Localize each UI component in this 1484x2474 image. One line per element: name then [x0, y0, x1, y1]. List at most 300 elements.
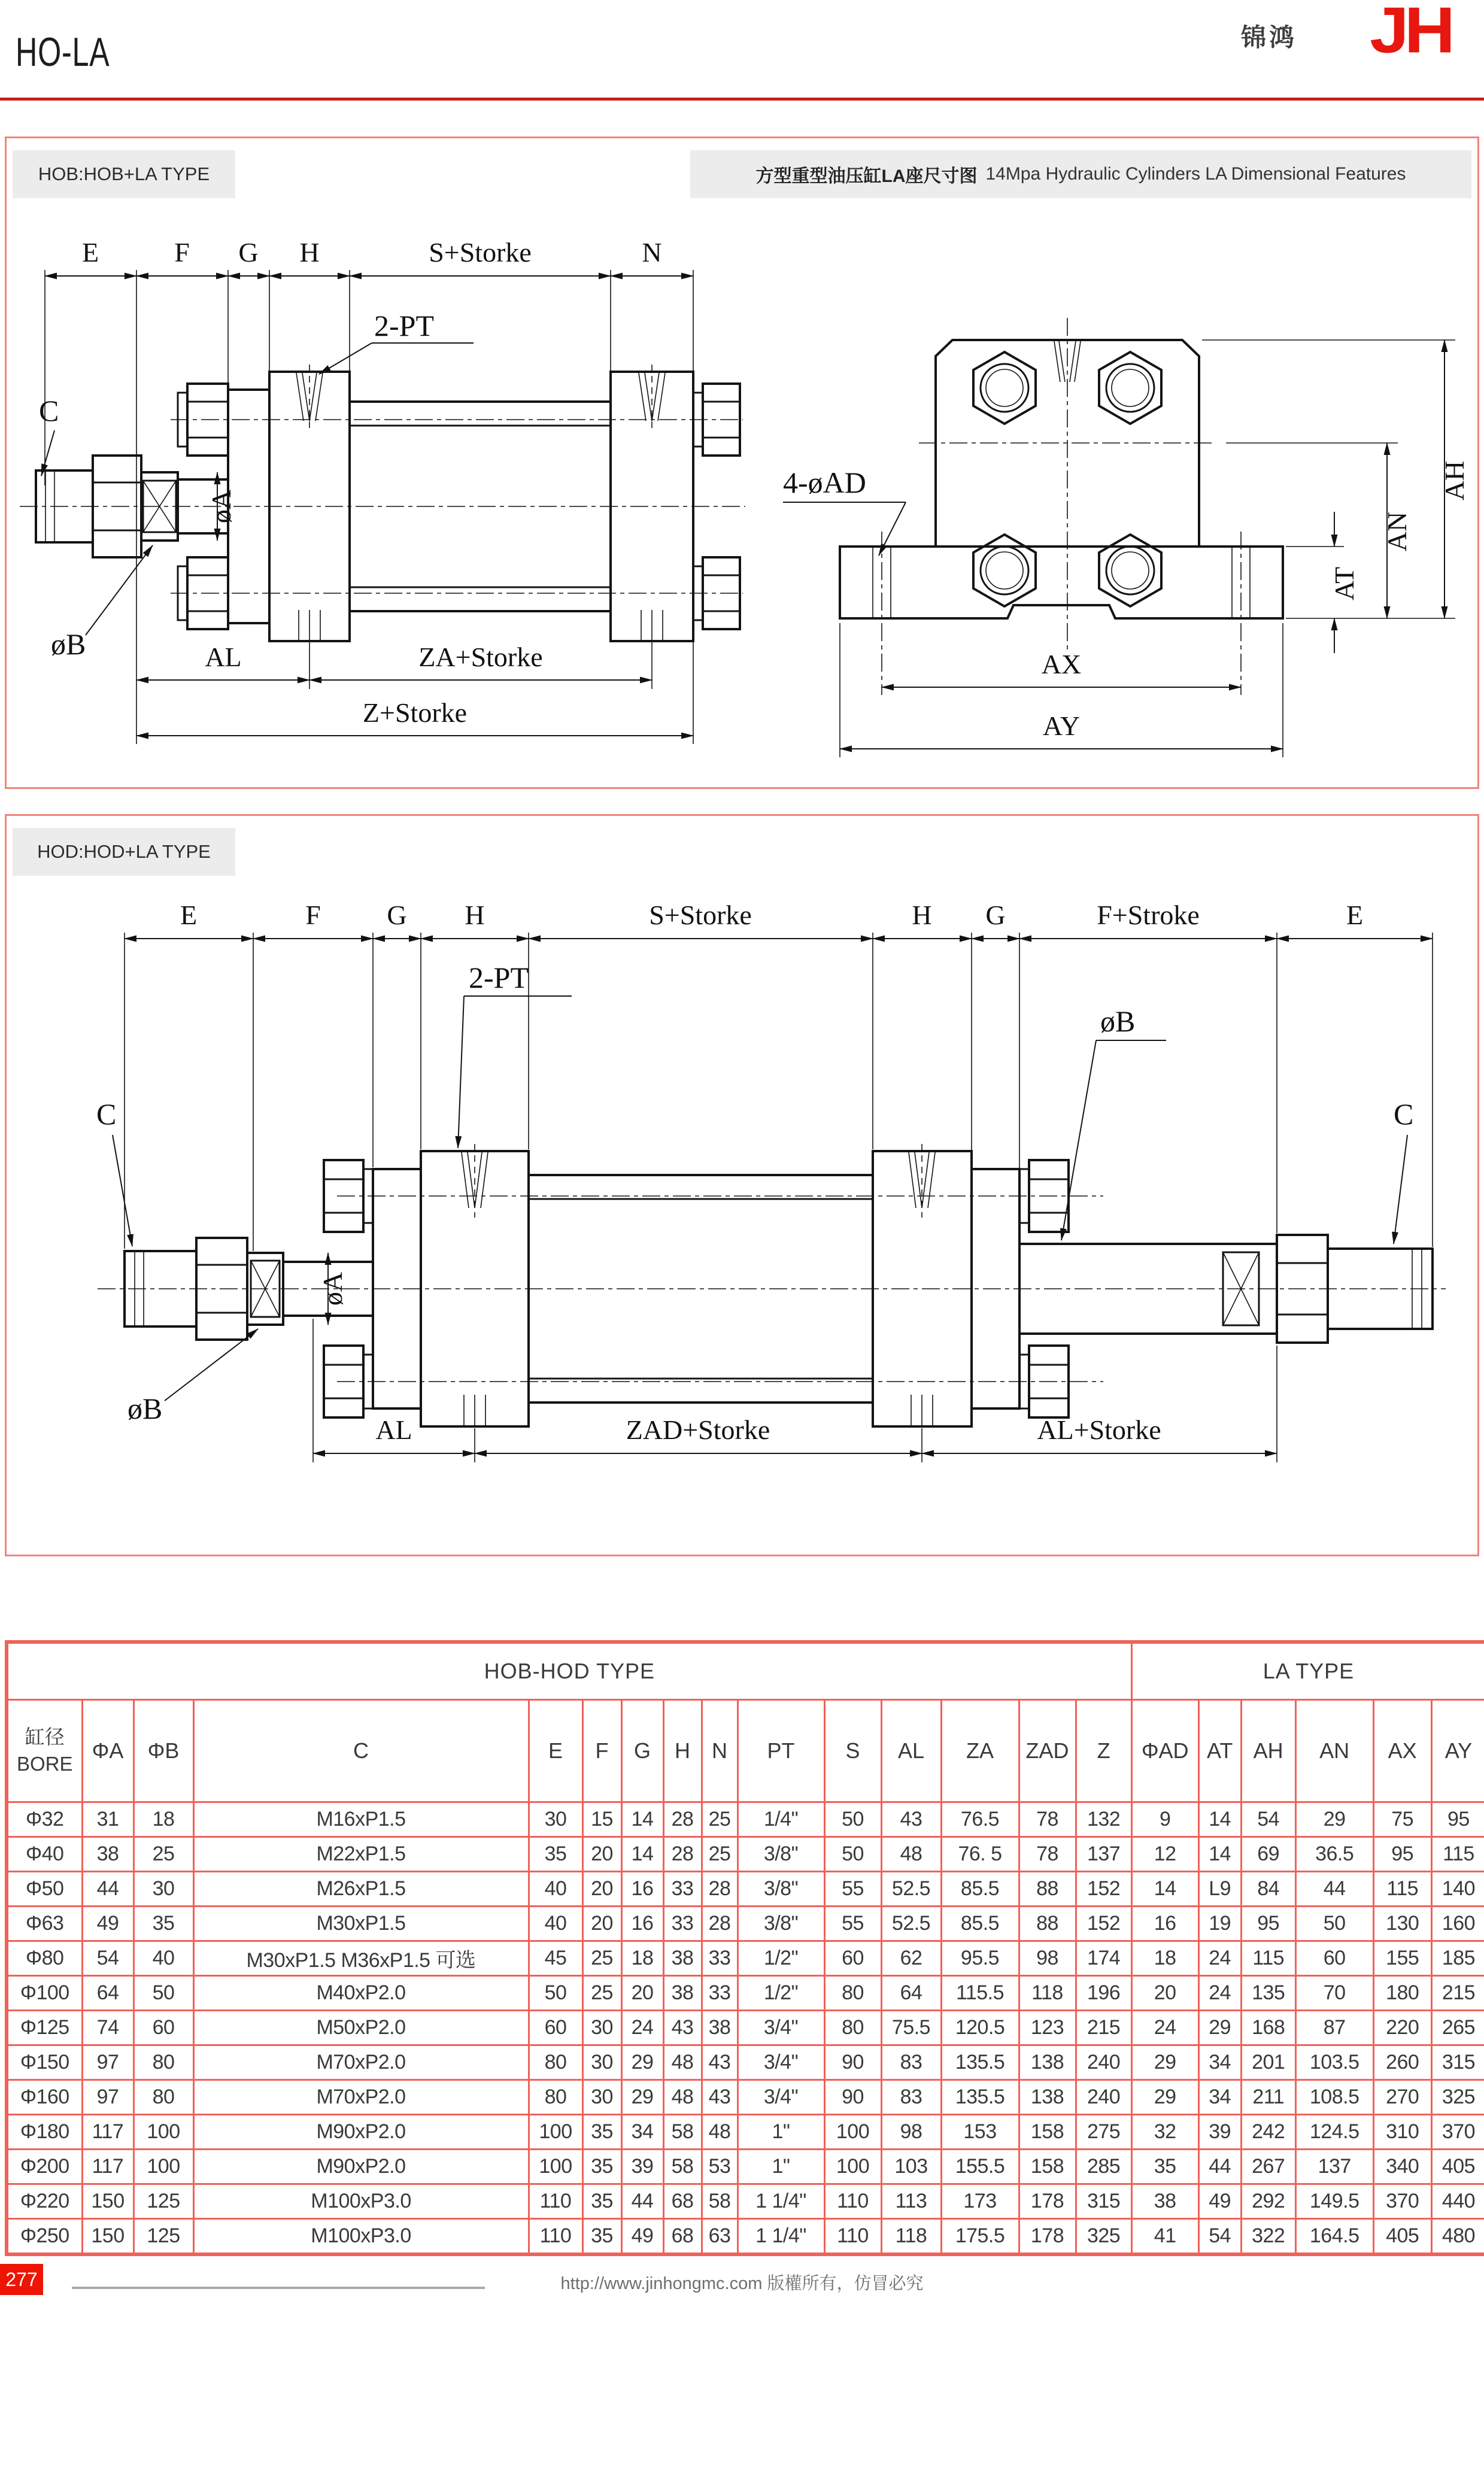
dim-label-z-storke: Z+Storke: [362, 697, 468, 728]
dim-cell: 33: [663, 1907, 702, 1941]
dim-cell: 62: [881, 1941, 941, 1976]
dim-cell: 370: [1431, 2115, 1484, 2150]
dim-cell: 155.5: [941, 2150, 1019, 2184]
dim-cell: 178: [1019, 2219, 1076, 2255]
table-row: [7, 1976, 1484, 2011]
bore-cell: Φ180: [7, 2115, 82, 2150]
section-hob: [5, 136, 1479, 789]
centerlines: [20, 420, 745, 593]
col-header: S: [824, 1700, 881, 1802]
dim-cell: 164.5: [1295, 2219, 1373, 2255]
hod-labels: [96, 961, 1413, 1425]
dim-cell: 58: [663, 2150, 702, 2184]
label-2pt: 2-PT: [469, 961, 529, 994]
dim-cell: 48: [702, 2115, 738, 2150]
col-header: ZA: [941, 1700, 1019, 1802]
dim-label-g-left: G: [387, 900, 407, 930]
dim-cell: 240: [1076, 2080, 1131, 2115]
dim-cell: 88: [1019, 1907, 1076, 1941]
brand-logo-jh: JH: [1370, 0, 1450, 67]
dim-cell: 49: [82, 1907, 133, 1941]
bore-cell: Φ80: [7, 1941, 82, 1976]
dim-cell: 32: [1131, 2115, 1198, 2150]
dim-label-za-storke: ZA+Storke: [418, 642, 543, 672]
dim-cell: 69: [1241, 1837, 1295, 1872]
dim-cell: 54: [1241, 1802, 1295, 1837]
hob-top-dimensions: [45, 237, 693, 276]
dim-cell: 149.5: [1295, 2184, 1373, 2219]
dim-cell: 138: [1019, 2080, 1076, 2115]
dim-cell: 75.5: [881, 2011, 941, 2045]
dim-cell: 52.5: [881, 1907, 941, 1941]
page-number-badge: 277: [0, 2264, 43, 2295]
dim-cell: 20: [621, 1976, 663, 2011]
dim-cell: 440: [1431, 2184, 1484, 2219]
dim-label-e-left: E: [180, 900, 198, 930]
dim-cell: L9: [1198, 1872, 1241, 1907]
dim-cell: 1": [738, 2115, 824, 2150]
label-4-oad: 4-øAD: [783, 466, 866, 499]
dim-cell: 3/8": [738, 1837, 824, 1872]
dim-cell: 115: [1241, 1941, 1295, 1976]
dim-cell: 9: [1131, 1802, 1198, 1837]
dim-cell: 18: [1131, 1941, 1198, 1976]
hod-top-dimensions: [125, 900, 1433, 939]
col-header: G: [621, 1700, 663, 1802]
dim-cell: 173: [941, 2184, 1019, 2219]
col-header: ΦA: [82, 1700, 133, 1802]
bore-header-cn: 缸径: [25, 1726, 65, 1749]
hod-side-view-drawing: [86, 885, 1456, 1549]
col-header: AL: [881, 1700, 941, 1802]
table-row: [7, 1941, 1484, 1976]
dim-cell: 1 1/4": [738, 2219, 824, 2255]
dim-cell: 14: [1198, 1837, 1241, 1872]
dim-label-s-storke: S+Storke: [649, 900, 752, 930]
dim-cell: 201: [1241, 2045, 1295, 2080]
dim-cell: 18: [621, 1941, 663, 1976]
la-end-view-drawing: [768, 229, 1474, 780]
dim-label-g-right: G: [985, 900, 1006, 930]
dim-cell: 270: [1373, 2080, 1431, 2115]
dim-cell: M26xP1.5: [193, 1872, 529, 1907]
dim-cell: 20: [1131, 1976, 1198, 2011]
dim-cell: 220: [1373, 2011, 1431, 2045]
dim-cell: 3/8": [738, 1907, 824, 1941]
bore-cell: Φ250: [7, 2219, 82, 2255]
dim-cell: 38: [663, 1976, 702, 2011]
dim-cell: 33: [663, 1872, 702, 1907]
dim-cell: 175.5: [941, 2219, 1019, 2255]
dim-cell: 315: [1076, 2184, 1131, 2219]
dim-cell: 33: [702, 1941, 738, 1976]
dim-cell: 39: [621, 2150, 663, 2184]
dim-cell: 18: [133, 1802, 193, 1837]
dim-cell: 24: [1198, 1941, 1241, 1976]
dim-cell: 80: [133, 2080, 193, 2115]
dim-cell: 30: [582, 2011, 621, 2045]
dim-cell: 115: [1431, 1837, 1484, 1872]
dim-cell: 125: [133, 2219, 193, 2255]
dim-cell: 100: [824, 2150, 881, 2184]
dim-cell: 137: [1295, 2150, 1373, 2184]
dim-cell: 29: [621, 2080, 663, 2115]
bore-cell: Φ32: [7, 1802, 82, 1837]
dim-cell: 95.5: [941, 1941, 1019, 1976]
dim-cell: 78: [1019, 1802, 1076, 1837]
dim-cell: 25: [133, 1837, 193, 1872]
dim-cell: 52.5: [881, 1872, 941, 1907]
col-header: Z: [1076, 1700, 1131, 1802]
dim-label-an: AN: [1382, 511, 1412, 552]
dim-cell: 14: [1198, 1802, 1241, 1837]
dim-cell: 135.5: [941, 2045, 1019, 2080]
table-row: [7, 2115, 1484, 2150]
dim-cell: 103: [881, 2150, 941, 2184]
dim-cell: 50: [1295, 1907, 1373, 1941]
dim-cell: 85.5: [941, 1872, 1019, 1907]
table-row: [7, 2011, 1484, 2045]
dim-cell: 310: [1373, 2115, 1431, 2150]
dim-cell: 1": [738, 2150, 824, 2184]
dim-cell: 25: [582, 1941, 621, 1976]
dim-cell: M90xP2.0: [193, 2115, 529, 2150]
dim-cell: 150: [82, 2184, 133, 2219]
dim-cell: 58: [702, 2184, 738, 2219]
hex-nut: [1099, 352, 1161, 424]
dim-cell: 125: [133, 2184, 193, 2219]
dim-cell: 28: [663, 1837, 702, 1872]
dim-cell: 35: [582, 2115, 621, 2150]
dim-label-h-right: H: [912, 900, 932, 930]
dim-cell: 95: [1373, 1837, 1431, 1872]
dim-cell: 30: [582, 2045, 621, 2080]
dim-cell: 50: [133, 1976, 193, 2011]
dim-cell: 80: [824, 2011, 881, 2045]
dim-cell: 174: [1076, 1941, 1131, 1976]
bore-cell: Φ100: [7, 1976, 82, 2011]
dim-cell: 88: [1019, 1872, 1076, 1907]
col-header: ΦAD: [1131, 1700, 1198, 1802]
dim-cell: 74: [82, 2011, 133, 2045]
dim-label-ah: AH: [1439, 460, 1470, 501]
dim-cell: 215: [1431, 1976, 1484, 2011]
table-row: [7, 2045, 1484, 2080]
dim-cell: 110: [824, 2184, 881, 2219]
col-header: F: [582, 1700, 621, 1802]
bore-cell: Φ50: [7, 1872, 82, 1907]
dim-label-al: AL: [375, 1414, 412, 1445]
dim-cell: 3/4": [738, 2080, 824, 2115]
dim-cell: 60: [824, 1941, 881, 1976]
dim-label-e: E: [81, 237, 99, 268]
dim-cell: 35: [1131, 2150, 1198, 2184]
dim-cell: 30: [582, 2080, 621, 2115]
dim-cell: 43: [702, 2045, 738, 2080]
dim-cell: 54: [1198, 2219, 1241, 2255]
dim-cell: M100xP3.0: [193, 2219, 529, 2255]
dim-cell: 285: [1076, 2150, 1131, 2184]
dim-cell: 48: [663, 2045, 702, 2080]
dim-cell: M70xP2.0: [193, 2045, 529, 2080]
dim-cell: 240: [1076, 2045, 1131, 2080]
dim-cell: 370: [1373, 2184, 1431, 2219]
dim-cell: 80: [529, 2080, 582, 2115]
dim-cell: 44: [82, 1872, 133, 1907]
dim-cell: 24: [1198, 1976, 1241, 2011]
dim-cell: 100: [529, 2150, 582, 2184]
header-rule: [0, 98, 1484, 101]
dim-cell: 118: [1019, 1976, 1076, 2011]
dim-cell: 31: [82, 1802, 133, 1837]
table-row: [7, 1907, 1484, 1941]
dim-cell: 80: [824, 1976, 881, 2011]
dim-cell: 97: [82, 2080, 133, 2115]
dim-cell: 83: [881, 2045, 941, 2080]
col-header: PT: [738, 1700, 824, 1802]
table-row: [7, 2184, 1484, 2219]
dim-cell: 68: [663, 2184, 702, 2219]
dim-cell: 41: [1131, 2219, 1198, 2255]
col-header-bore: [7, 1700, 82, 1802]
port-symbols: [462, 1144, 935, 1425]
dim-cell: 178: [1019, 2184, 1076, 2219]
la-body: [840, 340, 1283, 618]
table-row: [7, 2150, 1484, 2184]
dim-cell: 140: [1431, 1872, 1484, 1907]
bore-cell: Φ220: [7, 2184, 82, 2219]
col-header: ZAD: [1019, 1700, 1076, 1802]
dim-cell: M90xP2.0: [193, 2150, 529, 2184]
dim-cell: 480: [1431, 2219, 1484, 2255]
dim-cell: 110: [529, 2184, 582, 2219]
dim-cell: 40: [529, 1907, 582, 1941]
dim-cell: 152: [1076, 1907, 1131, 1941]
hod-bottom-dimensions: [313, 1414, 1277, 1453]
dim-cell: 34: [621, 2115, 663, 2150]
dim-cell: 1/2": [738, 1941, 824, 1976]
table-row: [7, 2219, 1484, 2255]
dim-cell: 325: [1076, 2219, 1131, 2255]
bore-cell: Φ63: [7, 1907, 82, 1941]
dim-cell: 90: [824, 2045, 881, 2080]
dim-label-al-storke: AL+Storke: [1037, 1414, 1161, 1445]
dim-cell: 14: [1131, 1872, 1198, 1907]
dim-cell: 50: [529, 1976, 582, 2011]
la-labels: [783, 466, 906, 555]
dim-cell: 115.5: [941, 1976, 1019, 2011]
dim-cell: 48: [881, 1837, 941, 1872]
dim-cell: 29: [1131, 2080, 1198, 2115]
dim-cell: 44: [1295, 1872, 1373, 1907]
dim-cell: 43: [881, 1802, 941, 1837]
dim-cell: 322: [1241, 2219, 1295, 2255]
label-oa: øA: [317, 1271, 348, 1306]
col-header: AH: [1241, 1700, 1295, 1802]
dim-cell: 80: [529, 2045, 582, 2080]
dim-label-f-stroke: F+Stroke: [1097, 900, 1200, 930]
dim-cell: 49: [621, 2219, 663, 2255]
dim-cell: 97: [82, 2045, 133, 2080]
dim-cell: 325: [1431, 2080, 1484, 2115]
dim-cell: 135: [1241, 1976, 1295, 2011]
dim-cell: 43: [702, 2080, 738, 2115]
col-header: AN: [1295, 1700, 1373, 1802]
dim-cell: 124.5: [1295, 2115, 1373, 2150]
dim-cell: 113: [881, 2184, 941, 2219]
dim-cell: M40xP2.0: [193, 1976, 529, 2011]
dim-cell: 16: [1131, 1907, 1198, 1941]
col-header: N: [702, 1700, 738, 1802]
dim-cell: M30xP1.5 M36xP1.5 可选: [193, 1941, 529, 1976]
bore-cell: Φ150: [7, 2045, 82, 2080]
hob-bottom-dimensions: [136, 642, 693, 736]
dim-cell: 25: [702, 1802, 738, 1837]
dim-cell: 20: [582, 1837, 621, 1872]
dim-cell: 123: [1019, 2011, 1076, 2045]
dim-cell: 98: [1019, 1941, 1076, 1976]
dim-cell: 12: [1131, 1837, 1198, 1872]
dim-cell: 118: [881, 2219, 941, 2255]
dim-cell: 1 1/4": [738, 2184, 824, 2219]
dim-cell: 98: [881, 2115, 941, 2150]
group-header-hob-hod: HOB-HOD TYPE: [7, 1642, 1131, 1700]
dim-cell: 100: [529, 2115, 582, 2150]
dim-cell: 150: [82, 2219, 133, 2255]
heading-english: 14Mpa Hydraulic Cylinders LA Dimensional Features: [985, 164, 1406, 184]
dim-cell: 50: [824, 1802, 881, 1837]
dim-cell: 87: [1295, 2011, 1373, 2045]
dim-cell: 35: [133, 1907, 193, 1941]
dim-cell: 90: [824, 2080, 881, 2115]
dim-cell: 76. 5: [941, 1837, 1019, 1872]
dim-cell: 64: [881, 1976, 941, 2011]
dim-label-s-storke: S+Storke: [429, 237, 532, 268]
dim-cell: 40: [133, 1941, 193, 1976]
dim-cell: 75: [1373, 1802, 1431, 1837]
dim-label-zad-storke: ZAD+Storke: [626, 1414, 770, 1445]
dim-cell: 70: [1295, 1976, 1373, 2011]
bore-cell: Φ160: [7, 2080, 82, 2115]
dim-cell: 80: [133, 2045, 193, 2080]
dim-cell: 25: [702, 1837, 738, 1872]
dim-cell: 38: [1131, 2184, 1198, 2219]
section-hod-label: HOD:HOD+LA TYPE: [13, 828, 235, 876]
dim-cell: 34: [1198, 2080, 1241, 2115]
dim-cell: 15: [582, 1802, 621, 1837]
dim-cell: 30: [133, 1872, 193, 1907]
label-ob: øB: [51, 627, 86, 661]
dim-cell: 35: [582, 2184, 621, 2219]
dim-cell: 83: [881, 2080, 941, 2115]
dim-cell: 76.5: [941, 1802, 1019, 1837]
dim-cell: 38: [663, 1941, 702, 1976]
dim-label-n: N: [642, 237, 662, 268]
dim-label-f-left: F: [305, 900, 321, 930]
dim-cell: 3/8": [738, 1872, 824, 1907]
dim-cell: 180: [1373, 1976, 1431, 2011]
dim-cell: 117: [82, 2115, 133, 2150]
dim-cell: 85.5: [941, 1907, 1019, 1941]
dim-cell: 34: [1198, 2045, 1241, 2080]
dim-cell: 100: [133, 2115, 193, 2150]
dim-cell: 405: [1431, 2150, 1484, 2184]
dim-label-f: F: [174, 237, 190, 268]
col-header: C: [193, 1700, 529, 1802]
dim-cell: 25: [582, 1976, 621, 2011]
dim-cell: 33: [702, 1976, 738, 2011]
heading-chinese: 方型重型油压缸LA座尺寸图: [755, 166, 978, 186]
dim-cell: 30: [529, 1802, 582, 1837]
la-centerlines: [919, 318, 1216, 649]
bore-header-en: BORE: [16, 1753, 73, 1775]
dim-cell: 20: [582, 1872, 621, 1907]
dim-cell: 16: [621, 1907, 663, 1941]
dim-cell: 110: [529, 2219, 582, 2255]
dim-cell: 110: [824, 2219, 881, 2255]
dim-cell: 28: [702, 1907, 738, 1941]
dim-cell: 14: [621, 1802, 663, 1837]
extension-lines: [125, 933, 1433, 1462]
dim-cell: 19: [1198, 1907, 1241, 1941]
dim-cell: 168: [1241, 2011, 1295, 2045]
dim-cell: 153: [941, 2115, 1019, 2150]
col-header: ΦB: [133, 1700, 193, 1802]
dim-cell: 16: [621, 1872, 663, 1907]
dim-cell: 160: [1431, 1907, 1484, 1941]
label-2pt: 2-PT: [374, 309, 434, 342]
table-row: [7, 1837, 1484, 1872]
dim-cell: 38: [82, 1837, 133, 1872]
dim-cell: 211: [1241, 2080, 1295, 2115]
dim-cell: 43: [663, 2011, 702, 2045]
table-row: [7, 1802, 1484, 1837]
col-header: H: [663, 1700, 702, 1802]
dim-cell: M70xP2.0: [193, 2080, 529, 2115]
dim-cell: 20: [582, 1907, 621, 1941]
dim-cell: 267: [1241, 2150, 1295, 2184]
label-oa: øA: [206, 489, 236, 524]
dim-cell: 135.5: [941, 2080, 1019, 2115]
dim-cell: 68: [663, 2219, 702, 2255]
bore-cell: Φ125: [7, 2011, 82, 2045]
dim-cell: 158: [1019, 2115, 1076, 2150]
hob-labels: [39, 309, 474, 661]
section-hod: [5, 814, 1479, 1556]
dim-cell: 95: [1431, 1802, 1484, 1837]
dim-cell: 78: [1019, 1837, 1076, 1872]
dim-label-h: H: [299, 237, 320, 268]
dim-cell: 1/4": [738, 1802, 824, 1837]
dim-cell: 215: [1076, 2011, 1131, 2045]
dim-label-e-right: E: [1346, 900, 1364, 930]
dim-cell: 260: [1373, 2045, 1431, 2080]
dim-cell: 50: [824, 1837, 881, 1872]
dim-cell: 49: [1198, 2184, 1241, 2219]
bore-cell: Φ40: [7, 1837, 82, 1872]
dim-cell: 152: [1076, 1872, 1131, 1907]
label-c-left: C: [96, 1097, 117, 1131]
dim-cell: 39: [1198, 2115, 1241, 2150]
dim-cell: 100: [133, 2150, 193, 2184]
dim-cell: 1/2": [738, 1976, 824, 2011]
dim-cell: M22xP1.5: [193, 1837, 529, 1872]
dim-cell: 64: [82, 1976, 133, 2011]
dim-cell: 29: [621, 2045, 663, 2080]
dim-cell: 35: [582, 2150, 621, 2184]
centerlines: [98, 1196, 1446, 1382]
col-header: AX: [1373, 1700, 1431, 1802]
